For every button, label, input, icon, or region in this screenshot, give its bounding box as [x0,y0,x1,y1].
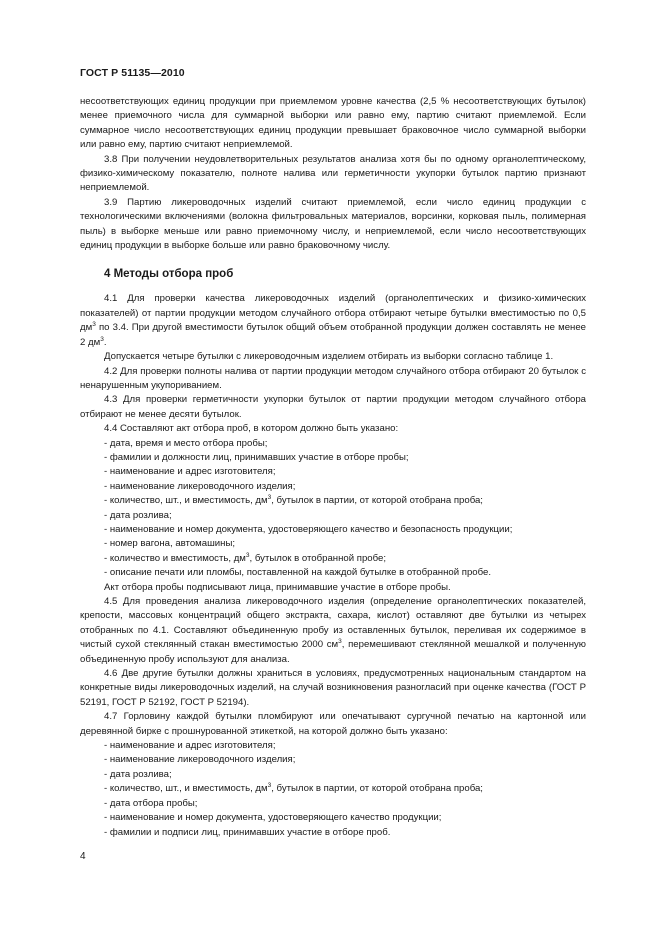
list-item: - фамилии и подписи лиц, принимавших участие в отборе проб. [104,826,391,838]
section-heading: 4 Методы отбора проб [104,268,234,281]
superscript: 3 [245,551,250,559]
list-item [80,494,586,508]
text-fragment: - количество, шт., и вместимость, дм [104,495,268,507]
list-item: - дата розлива; [104,509,172,521]
superscript: 3 [338,638,342,646]
list-item [80,782,586,796]
list-item: - наименование и адрес изготовителя; [104,466,276,478]
text-fragment: 4.5 Для проведения анализа ликероводочного изделия (определение органолептических показателей, крепости, массовых концентраций общего экстракта, сахара, кислот) оставляют две бутылки из четырех отобранных по 4.1. Составляют объединенную пробу из оставленных бутылок, переливая их содержимое в чистый сухой стеклянный стакан вместимостью 2000 см [80,596,586,651]
list-item: - дата отбора пробы; [104,797,198,809]
list-item: - наименование и адрес изготовителя; [104,740,276,752]
superscript: 3 [100,335,104,343]
paragraph-4-3: 4.3 Для проверки герметичности укупорки бутылок от партии продукции методом случайного отбора отбирают не менее десяти бутылок. [80,394,586,420]
text-fragment: , перемешивают стеклянной мешалкой и полученную объединенную пробу используют для анализа. [80,639,586,665]
text-fragment: , бутылок в партии, от которой отобрана проба; [271,783,483,795]
paragraph-4-2: 4.2 Для проверки полноты налива от партии продукции методом случайного отбора отбирают 20 бутылок с ненарушенным укупориванием. [80,365,586,391]
act-list [80,437,586,581]
paragraph-3-9: 3.9 Партию ликероводочных изделий считают приемлемой, если число единиц продукции с технологическими включениями (волокна фильтровальных материалов, ворсинки, корковая пыль, полимерная пыль) в выборке меньше или равно приемочному числу, и неприемлемой, если число несоответствующих единиц продукции в выборке больше или равно браковочному числу. [80,196,586,252]
list-item: - дата розлива; [104,768,172,780]
paragraph-4-1-note: Допускается четыре бутылки с ликероводочным изделием отбирать из выборки согласно таблице 1. [104,351,554,363]
list-item [80,552,586,566]
paragraph-4-5 [80,595,586,667]
paragraph-4-6: 4.6 Две другие бутылки должны храниться в условиях, предусмотренных национальным стандартом на конкретные виды ликероводочных изделий, на случай возникновения разногласий при оценке качества (ГОСТ Р 52191, ГОСТ Р 52192, ГОСТ Р 52194). [80,668,586,708]
paragraph-4-4: 4.4 Составляют акт отбора проб, в котором должно быть указано: [104,423,399,435]
superscript: 3 [267,782,272,790]
list-item: - наименование ликероводочного изделия; [104,480,296,492]
list-item: - дата, время и место отбора пробы; [104,437,268,449]
superscript: 3 [92,321,96,329]
text-fragment: - количество, шт., и вместимость, дм [104,783,268,795]
act-signature-note: Акт отбора пробы подписывают лица, принимавшие участие в отборе пробы. [104,581,451,593]
list-item: - номер вагона, автомашины; [104,538,236,550]
document-body [80,95,586,840]
text-fragment: , бутылок в отобранной пробе; [249,552,387,564]
paragraph-continuation: несоответствующих единиц продукции при приемлемом уровне качества (2,5 % несоответствующих бутылок) менее приемочного числа для суммарной выборки или равно ему, партию считают приемлемой. Если суммарное число несоответствующих единиц продукции превышает браковочное число суммарной выборки или равно ему, партию считают неприемлемой. [80,96,586,151]
standard-header: ГОСТ Р 51135—2010 [80,67,185,79]
page-number: 4 [80,851,86,862]
superscript: 3 [267,494,272,502]
list-item: - наименование ликероводочного изделия; [104,754,296,766]
list-item: - фамилии и должности лиц, принимавших участие в отборе пробы; [104,451,409,463]
text-fragment: . [103,336,107,348]
text-fragment: 4.1 Для проверки качества ликероводочных изделий (органолептических и физико-химических показателей) от партии продукции методом случайного отбора отбирают четыре бутылки вместимостью по 0,5 дм [80,293,586,334]
text-fragment: - количество и вместимость, дм [104,552,246,564]
list-item: - наименование и номер документа, удостоверяющего качество продукции; [104,812,442,824]
label-list [80,739,586,840]
text-fragment: по 3.4. При другой вместимости бутылок общий объем отобранной продукции должен составлять не менее 2 дм [80,322,586,348]
list-item: - наименование и номер документа, удостоверяющего качество и безопасность продукции; [104,523,513,535]
list-item: - описание печати или пломбы, поставленной на каждой бутылке в отобранной пробе. [104,567,492,579]
paragraph-4-7: 4.7 Горловину каждой бутылки пломбируют или опечатывают сургучной печатью на картонной или деревянной бирке с прошнурованной этикеткой, на которой должно быть указано: [80,711,586,737]
paragraph-4-1 [80,292,586,350]
paragraph-3-8: 3.8 При получении неудовлетворительных результатов анализа хотя бы по одному органолептическому, физико-химическому показателю, полноте налива или герметичности укупорки бутылок партию признают неприемлемой. [80,153,586,194]
text-fragment: , бутылок в партии, от которой отобрана проба; [271,495,483,507]
